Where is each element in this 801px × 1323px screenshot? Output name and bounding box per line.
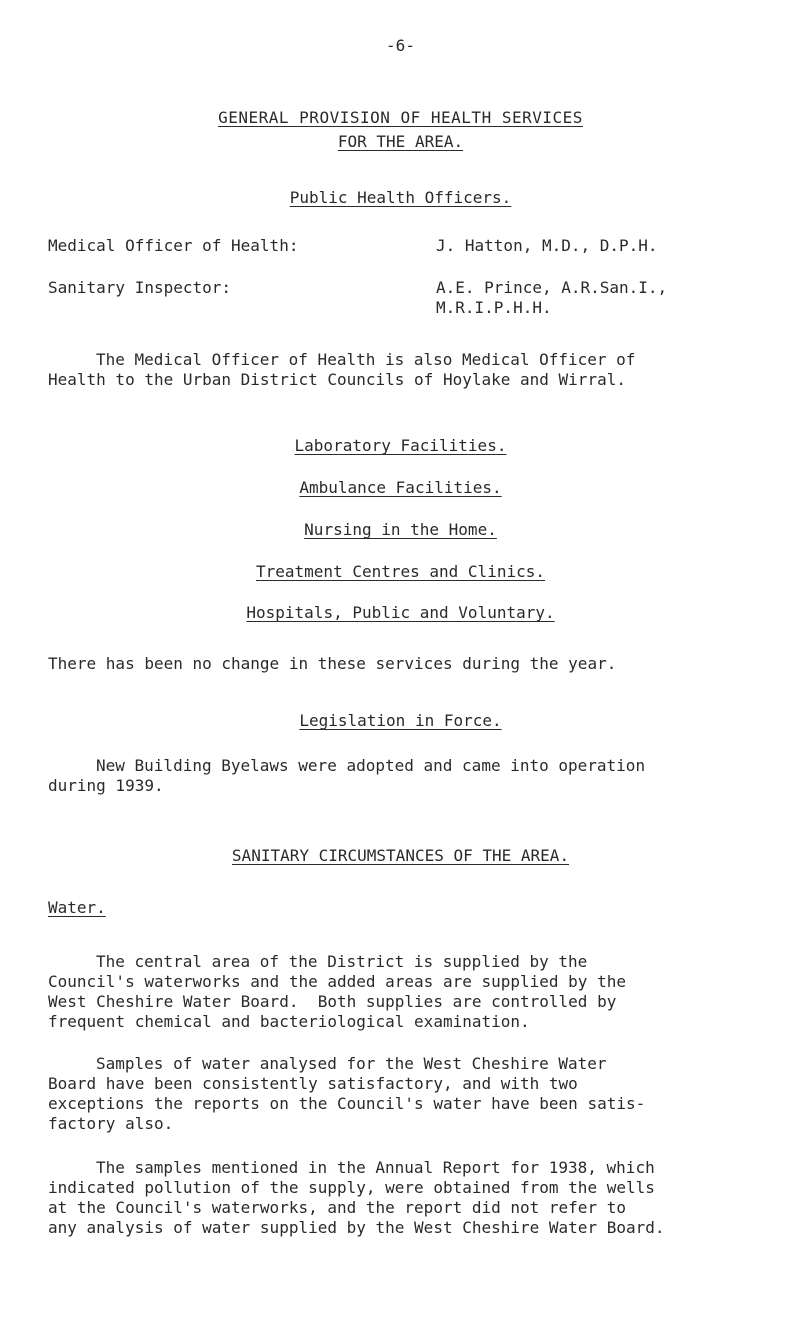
no-change-statement: There has been no change in these services during the year. <box>48 654 617 673</box>
water-p3-line: at the Council's waterworks, and the report did not refer to <box>48 1198 626 1217</box>
facility-row <box>0 478 801 498</box>
water-heading-row <box>48 898 106 918</box>
sanitary-inspector-value: A.E. Prince, A.R.San.I., <box>436 278 668 297</box>
water-p1-line: Council's waterworks and the added areas are supplied by the <box>48 972 626 991</box>
water-p1-line: frequent chemical and bacteriological examination. <box>48 1012 530 1031</box>
water-p3-line: any analysis of water supplied by the West Cheshire Water Board. <box>48 1218 665 1237</box>
sanitary-inspector-label: Sanitary Inspector: <box>48 278 232 297</box>
facility-item: Ambulance Facilities. <box>299 478 502 497</box>
section-heading-sub <box>0 132 801 152</box>
facility-item: Treatment Centres and Clinics. <box>256 562 545 581</box>
heading-line-2: FOR THE AREA. <box>337 132 464 151</box>
water-p1-line: West Cheshire Water Board. Both supplies are controlled by <box>48 992 617 1011</box>
facility-item: Laboratory Facilities. <box>294 436 507 455</box>
water-p2-line: exceptions the reports on the Council's water have been satis- <box>48 1094 646 1113</box>
facility-item: Hospitals, Public and Voluntary. <box>246 603 555 622</box>
heading-line-1: GENERAL PROVISION OF HEALTH SERVICES <box>218 108 583 127</box>
water-p3-line: The samples mentioned in the Annual Report for 1938, which <box>96 1158 655 1177</box>
water-p2-line: Samples of water analysed for the West Cheshire Water <box>96 1054 607 1073</box>
moh-note-line-2: Health to the Urban District Councils of Hoylake and Wirral. <box>48 370 626 389</box>
sanitary-inspector-value-cont: M.R.I.P.H.H. <box>436 298 552 317</box>
water-heading: Water. <box>48 898 106 917</box>
section-heading <box>0 108 801 128</box>
officers-title: Public Health Officers. <box>289 188 512 207</box>
legislation-line-1: New Building Byelaws were adopted and came into operation <box>96 756 646 775</box>
water-p1-line: The central area of the District is supplied by the <box>96 952 588 971</box>
legislation-title-row <box>0 711 801 731</box>
facility-item: Nursing in the Home. <box>304 520 497 539</box>
facility-row <box>0 603 801 623</box>
medical-officer-value: J. Hatton, M.D., D.P.H. <box>436 236 658 255</box>
facility-row <box>0 436 801 456</box>
medical-officer-label: Medical Officer of Health: <box>48 236 299 255</box>
moh-note-line-1: The Medical Officer of Health is also Medical Officer of <box>96 350 636 369</box>
facility-row <box>0 562 801 582</box>
sanitary-title-row <box>0 846 801 866</box>
officers-title-row <box>0 188 801 208</box>
water-p2-line: Board have been consistently satisfactory, and with two <box>48 1074 578 1093</box>
facility-row <box>0 520 801 540</box>
legislation-line-2: during 1939. <box>48 776 164 795</box>
water-p2-line: factory also. <box>48 1114 174 1133</box>
water-p3-line: indicated pollution of the supply, were obtained from the wells <box>48 1178 655 1197</box>
sanitary-title: SANITARY CIRCUMSTANCES OF THE AREA. <box>231 846 570 865</box>
page-number: -6- <box>386 36 415 55</box>
legislation-title: Legislation in Force. <box>299 711 502 730</box>
